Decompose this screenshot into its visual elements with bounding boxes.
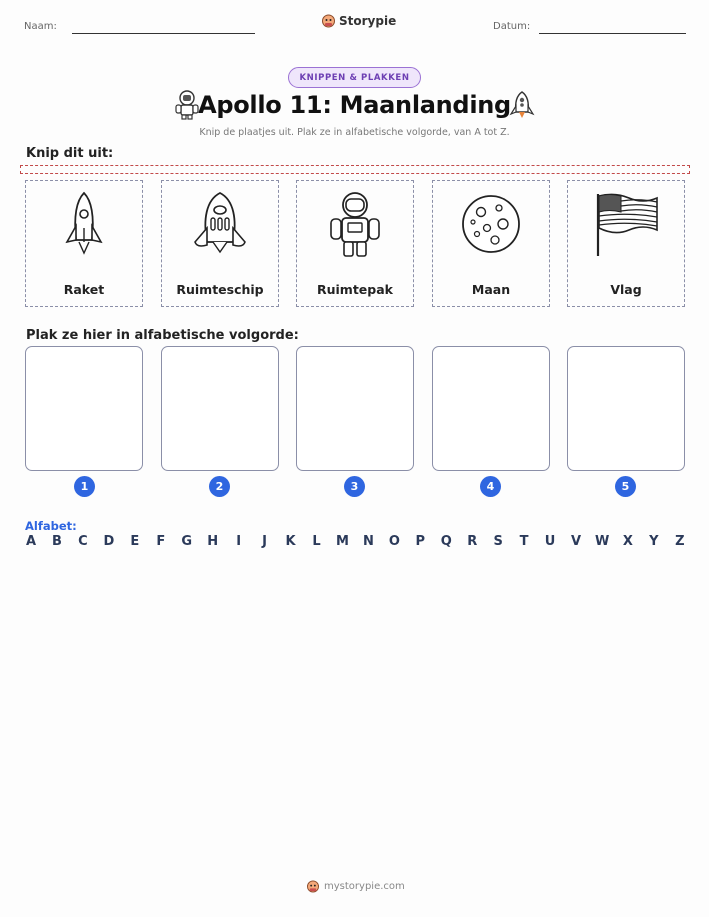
alphabet-letter: J — [262, 534, 267, 549]
alphabet-letter: P — [415, 534, 426, 549]
alphabet-letter: N — [362, 534, 374, 549]
date-label: Datum: — [493, 21, 531, 32]
alphabet-letter: V — [570, 534, 582, 549]
name-label: Naam: — [24, 21, 57, 32]
number-badge-3: 3 — [344, 476, 365, 497]
flag-icon — [591, 190, 661, 260]
spaceship-icon — [187, 190, 253, 260]
date-line[interactable] — [539, 33, 686, 34]
storypie-mascot-icon — [307, 880, 319, 893]
cut-card-label: Maan — [471, 282, 511, 297]
alphabet-letter: T — [519, 534, 529, 549]
cut-card-label: Ruimtepak — [317, 282, 393, 297]
alphabet-letter: C — [78, 534, 88, 549]
alphabet-letter: D — [103, 534, 115, 549]
alphabet-letter: Y — [649, 534, 659, 549]
paste-box-5[interactable] — [567, 346, 685, 471]
brand-logo — [322, 14, 396, 28]
moon-icon — [459, 190, 523, 260]
alphabet-letter: E — [130, 534, 140, 549]
instructions: Knip de plaatjes uit. Plak ze in alfabetische volgorde, van A tot Z. — [199, 127, 510, 138]
footer — [307, 880, 405, 893]
alphabet-letter: O — [388, 534, 400, 549]
alphabet-letter: X — [622, 534, 633, 549]
footer-url[interactable]: mystorypie.com — [324, 881, 405, 892]
alphabet-letter: G — [181, 534, 193, 549]
paste-box-2[interactable] — [161, 346, 279, 471]
number-badge-1: 1 — [74, 476, 95, 497]
paste-section-title: Plak ze hier in alfabetische volgorde: — [26, 328, 299, 343]
alphabet-letter: R — [467, 534, 478, 549]
cut-line — [20, 165, 690, 174]
storypie-mascot-icon — [322, 14, 335, 28]
brand-name: Storypie — [339, 14, 397, 28]
cut-card-ruimtepak[interactable] — [296, 180, 414, 307]
alphabet-letter: H — [207, 534, 219, 549]
alphabet-row — [24, 534, 687, 549]
alphabet-label: Alfabet: — [25, 519, 77, 533]
activity-badge: KNIPPEN & PLAKKEN — [288, 67, 421, 88]
alphabet-letter: Q — [440, 534, 452, 549]
alphabet-letter: A — [25, 534, 37, 549]
cut-card-ruimteschip[interactable] — [161, 180, 279, 307]
paste-box-3[interactable] — [296, 346, 414, 471]
name-line[interactable] — [72, 33, 255, 34]
cut-card-label: Raket — [63, 282, 105, 297]
number-badge-4: 4 — [480, 476, 501, 497]
alphabet-letter: I — [236, 534, 242, 549]
alphabet-letter: M — [335, 534, 349, 549]
cut-card-maan[interactable] — [432, 180, 550, 307]
alphabet-letter: S — [493, 534, 503, 549]
cut-section-title: Knip dit uit: — [26, 146, 114, 161]
cut-card-raket[interactable] — [25, 180, 143, 307]
number-badge-2: 2 — [209, 476, 230, 497]
spaceship-icon — [508, 90, 536, 120]
alphabet-letter: K — [285, 534, 296, 549]
spacesuit-icon — [323, 190, 387, 260]
cut-card-label: Ruimteschip — [176, 282, 264, 297]
alphabet-letter: B — [51, 534, 62, 549]
alphabet-letter: U — [544, 534, 556, 549]
alphabet-letter: F — [156, 534, 166, 549]
cut-card-label: Vlag — [610, 282, 642, 297]
alphabet-letter: Z — [675, 534, 685, 549]
alphabet-letter: W — [594, 534, 610, 549]
cut-card-vlag[interactable] — [567, 180, 685, 307]
alphabet-letter: L — [312, 534, 321, 549]
page-title: Apollo 11: Maanlanding — [198, 91, 511, 119]
rocket-icon — [59, 190, 109, 260]
paste-box-4[interactable] — [432, 346, 550, 471]
number-badge-5: 5 — [615, 476, 636, 497]
paste-box-1[interactable] — [25, 346, 143, 471]
